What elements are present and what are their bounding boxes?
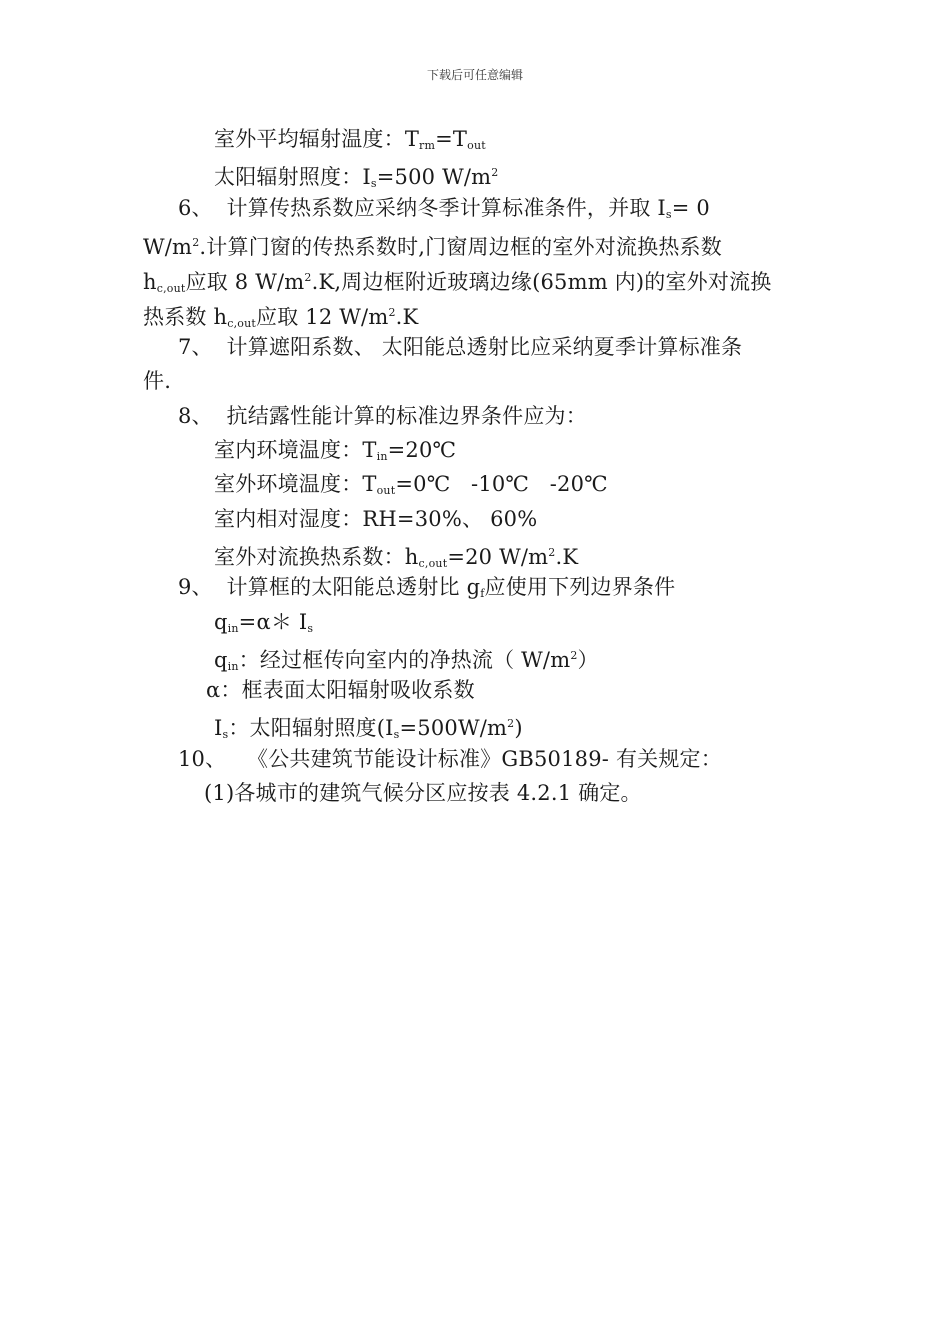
- item-6-line-4: 热系数 $h_{c,out}$应取 12 $W/m^2.K$: [143, 305, 419, 330]
- heat-flow-definition: $q_{in}$：经过框传向室内的净热流（ $W/m^2$）: [214, 648, 599, 673]
- absorption-coefficient-definition: α：框表面太阳辐射吸收系数: [206, 678, 475, 702]
- outdoor-mean-radiant-temp: 室外平均辐射温度：$T_{rm}=T_{out}$: [214, 127, 486, 152]
- item-10: 10、 《公共建筑节能设计标准》GB50189- 有关规定：: [178, 747, 722, 771]
- outdoor-temperature: 室外环境温度：$T_{out}=0℃$ -10℃ -20℃: [214, 472, 608, 497]
- solar-irradiance-definition: $I_s$：太阳辐射照度$(I_s=500W/m^2)$: [214, 716, 523, 741]
- item-7-line-2: 件.: [143, 369, 172, 393]
- indoor-relative-humidity: 室内相对湿度：RH=30%、 60%: [214, 507, 538, 531]
- indoor-temperature: 室内环境温度：$T_{in}=20℃$: [214, 438, 457, 463]
- item-6-line-2: $W/m^2$.计算门窗的传热系数时,门窗周边框的室外对流换热系数: [143, 235, 722, 259]
- item-10-sub-1: (1)各城市的建筑气候分区应按表 4.2.1 确定。: [204, 781, 642, 805]
- item-6: 6、 计算传热系数应采纳冬季计算标准条件，并取 $I_s= 0$: [178, 196, 710, 221]
- item-8: 8、 抗结露性能计算的标准边界条件应为：: [178, 404, 587, 428]
- solar-irradiance: 太阳辐射照度：$I_s=500$ $W/m^2$: [214, 165, 499, 190]
- page-header: 下载后可任意编辑: [426, 68, 523, 82]
- outdoor-convective-coefficient: 室外对流换热系数：$h_{c,out}=20$ $W/m^2.K$: [214, 545, 579, 570]
- item-7: 7、 计算遮阳系数、 太阳能总透射比应采纳夏季计算标准条: [178, 335, 743, 359]
- item-9: 9、 计算框的太阳能总透射比 $g_f$应使用下列边界条件: [178, 575, 676, 600]
- heat-flow-formula: $q_{in}=\alpha*$ $I_s$: [214, 610, 314, 635]
- item-6-line-3: $h_{c,out}$应取 8 $W/m^2.K$,周边框附近玻璃边缘(65mm 内)的室外对流换: [143, 270, 772, 295]
